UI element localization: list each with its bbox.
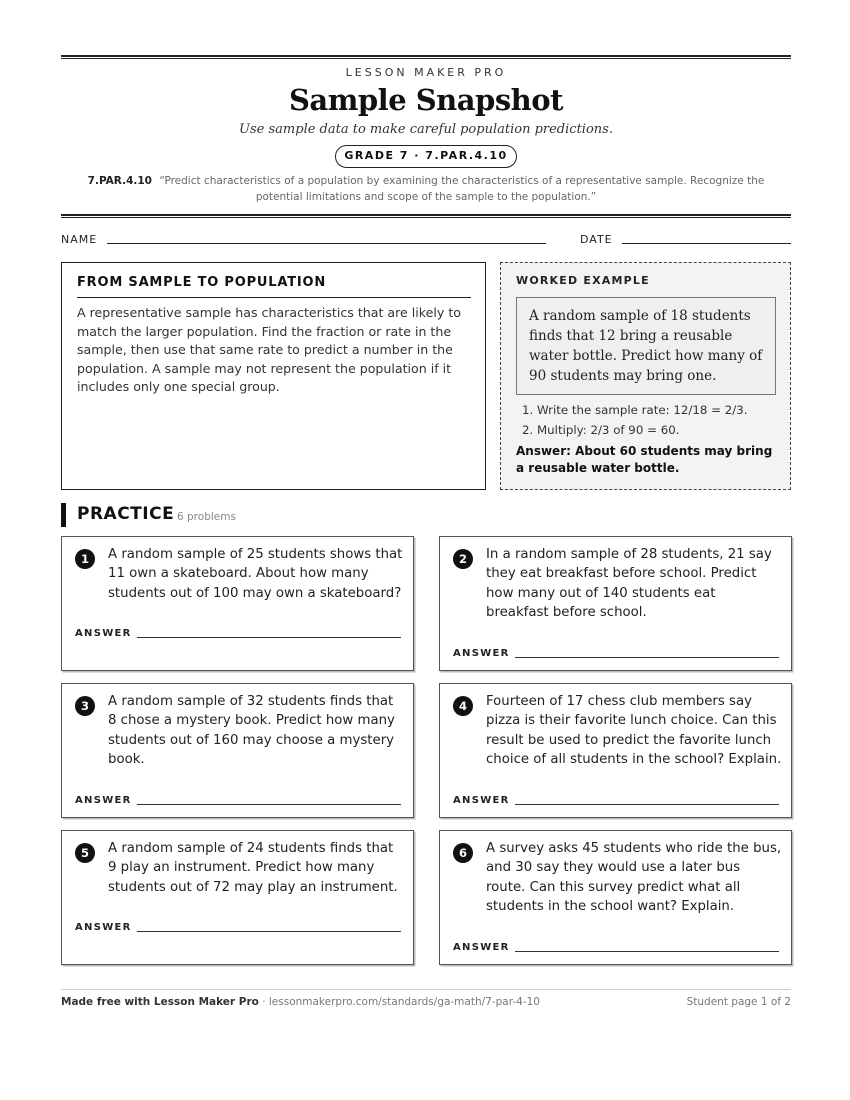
problem-number: 6 xyxy=(453,843,473,863)
footer-credit xyxy=(61,996,540,1008)
answer-label: ANSWER xyxy=(453,942,510,953)
date-field[interactable] xyxy=(622,243,791,244)
concept-box xyxy=(61,262,486,490)
problem-card-3 xyxy=(61,683,414,818)
problem-card-5 xyxy=(61,830,414,965)
answer-label: ANSWER xyxy=(75,922,132,933)
grade-badge: GRADE 7 · 7.PAR.4.10 xyxy=(335,145,517,168)
concept-heading: FROM SAMPLE TO POPULATION xyxy=(77,275,471,298)
answer-field[interactable] xyxy=(515,951,779,952)
problem-card-6 xyxy=(439,830,792,965)
worked-example-steps xyxy=(522,400,782,440)
problem-card-4 xyxy=(439,683,792,818)
page-title: Sample Snapshot xyxy=(288,83,563,117)
problem-text: A survey asks 45 students who ride the bus, and 30 say they would use a later bus route. Can this survey predict what all students in the school want? Explain. xyxy=(486,841,782,914)
brand-name: LESSON MAKER PRO xyxy=(345,66,507,79)
problem-number: 5 xyxy=(75,843,95,863)
answer-field[interactable] xyxy=(137,931,401,932)
standard-code: 7.PAR.4.10 xyxy=(87,175,152,187)
problem-text: A random sample of 32 students finds that 8 chose a mystery book. Predict how many students out of 160 may choose a mystery book. xyxy=(108,694,395,767)
answer-field[interactable] xyxy=(515,657,779,658)
standard-text: “Predict characteristics of a population by examining the characteristics of a representative sample. Recognize the potential limitations and scope of the sample to the population.” xyxy=(159,175,765,203)
concept-body: A representative sample has characteristics that are likely to match the larger population. Find the fraction or rate in the sample, then use that same rate to predict a number in the population. A sample may not represent the population if it includes only one special group. xyxy=(77,305,461,394)
problem-number: 4 xyxy=(453,696,473,716)
worked-example-heading: WORKED EXAMPLE xyxy=(516,274,650,287)
answer-field[interactable] xyxy=(137,637,401,638)
practice-title: PRACTICE xyxy=(77,504,175,524)
problem-card-1 xyxy=(61,536,414,671)
standard-statement xyxy=(75,173,777,205)
answer-label: ANSWER xyxy=(75,628,132,639)
worked-example-step: 1. Write the sample rate: 12/18 = 2/3. xyxy=(522,403,748,417)
footer-made-with: Made free with Lesson Maker Pro xyxy=(61,996,259,1008)
problem-card-2 xyxy=(439,536,792,671)
name-label: NAME xyxy=(61,233,98,246)
header-double-rule xyxy=(61,214,791,218)
problem-text: Fourteen of 17 chess club members say pizza is their favorite lunch choice. Can this result be used to predict the favorite lunch choice of all students in the school? Explain. xyxy=(486,694,782,767)
problem-text: A random sample of 25 students shows that 11 own a skateboard. About how many students out of 100 may own a skateboard? xyxy=(108,547,403,601)
worked-example-problem: A random sample of 18 students finds that 12 bring a reusable water bottle. Predict how many of 90 students may bring one. xyxy=(516,297,776,395)
date-label: DATE xyxy=(580,233,613,246)
top-double-rule xyxy=(61,55,791,59)
problem-number: 1 xyxy=(75,549,95,569)
answer-label: ANSWER xyxy=(453,795,510,806)
answer-label: ANSWER xyxy=(75,795,132,806)
footer-divider xyxy=(61,989,791,990)
practice-accent-bar xyxy=(61,503,66,527)
problem-text: A random sample of 24 students finds that 9 play an instrument. Predict how many students out of 72 may play an instrument. xyxy=(108,841,398,895)
worked-example-answer: Answer: About 60 students may bring a reusable water bottle. xyxy=(516,444,773,475)
practice-count: 6 problems xyxy=(177,511,236,523)
problem-text: In a random sample of 28 students, 21 say they eat breakfast before school. Predict how many out of 140 students eat breakfast before school. xyxy=(486,547,772,620)
page-subtitle: Use sample data to make careful population predictions. xyxy=(239,122,613,137)
footer-url[interactable]: · lessonmakerpro.com/standards/ga-math/7-par-4-10 xyxy=(258,996,540,1008)
answer-label: ANSWER xyxy=(453,648,510,659)
problem-number: 3 xyxy=(75,696,95,716)
worked-example-box xyxy=(500,262,791,490)
name-field[interactable] xyxy=(107,243,546,244)
footer-page-number: Student page 1 of 2 xyxy=(686,996,791,1008)
answer-field[interactable] xyxy=(137,804,401,805)
worked-example-step: 2. Multiply: 2/3 of 90 = 60. xyxy=(522,423,680,437)
answer-field[interactable] xyxy=(515,804,779,805)
problem-number: 2 xyxy=(453,549,473,569)
